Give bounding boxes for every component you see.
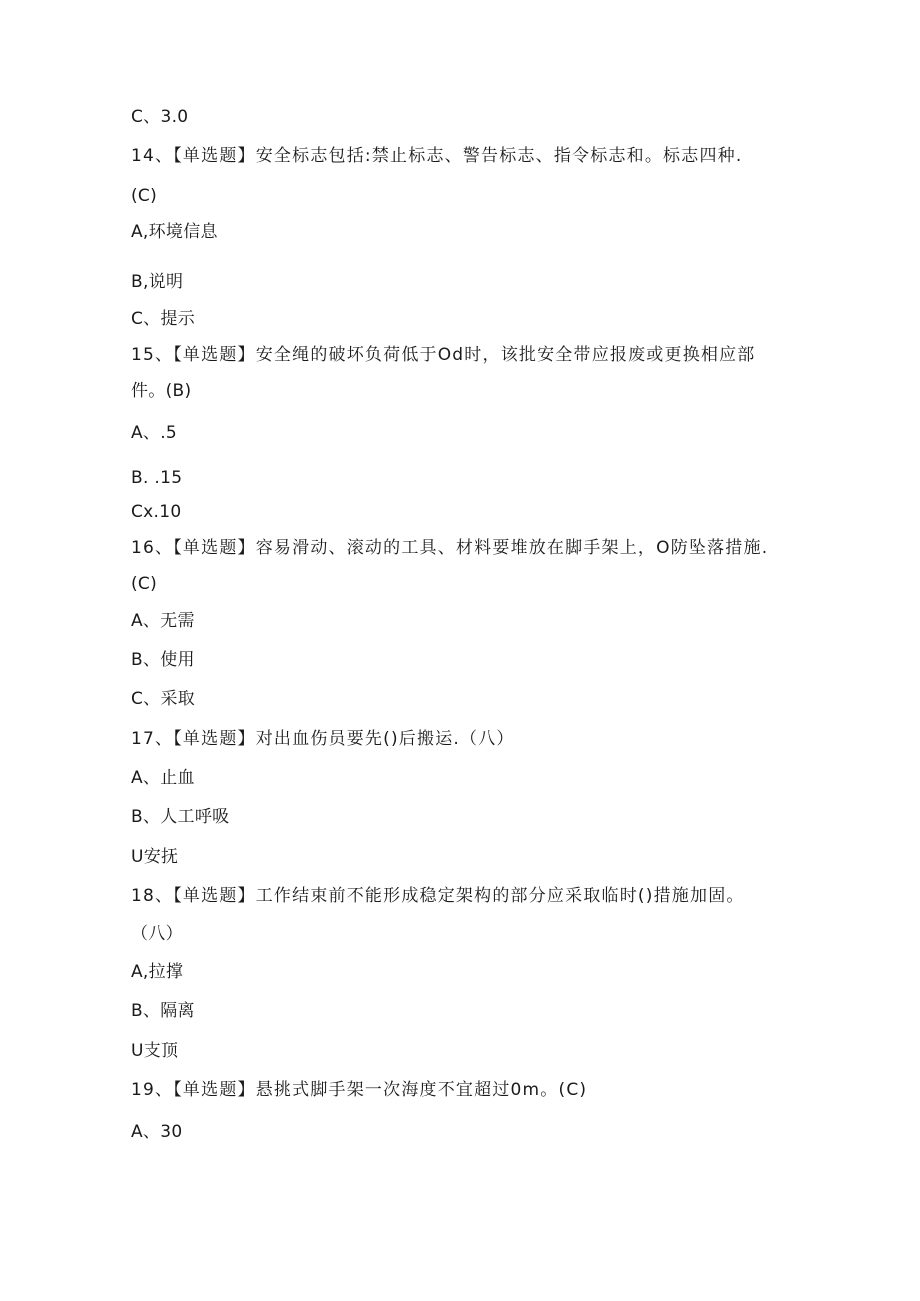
option-b-q16: B、使用 — [131, 650, 195, 670]
option-b-q15: B. .15 — [131, 468, 183, 488]
option-b-q18: B、隔离 — [131, 1001, 195, 1021]
option-a-q16: A、无需 — [131, 611, 195, 631]
option-b-q17: B、人工呼吸 — [131, 807, 230, 827]
option-a-q17: A、止血 — [131, 768, 195, 788]
option-a-q14: A,环境信息 — [131, 222, 218, 242]
question-14: 14、【单选题】安全标志包括:禁止标志、警告标志、指令标志和。标志四种. — [131, 146, 743, 166]
answer-q14: (C) — [131, 186, 158, 206]
question-15-continued: 件。(B) — [131, 381, 192, 401]
option-c-q13: C、3.0 — [131, 107, 189, 127]
option-c-q18: U支顶 — [131, 1041, 179, 1061]
question-17: 17、【单选题】对出血伤员要先()后搬运.（八） — [131, 729, 515, 749]
answer-q16: (C) — [131, 574, 158, 594]
answer-q18: （八） — [131, 924, 183, 944]
option-c-q15: Cx.10 — [131, 502, 182, 522]
question-15: 15、【单选题】安全绳的破坏负荷低于Od时，该批安全带应报废或更换相应部 — [131, 345, 756, 365]
option-b-q14: B,说明 — [131, 272, 184, 292]
option-a-q18: A,拉撑 — [131, 962, 184, 982]
option-c-q17: U安抚 — [131, 847, 179, 867]
option-a-q15: A、.5 — [131, 423, 178, 443]
question-19: 19、【单选题】悬挑式脚手架一次海度不宜超过0m。(C) — [131, 1080, 588, 1100]
question-16: 16、【单选题】容易滑动、滚动的工具、材料要堆放在脚手架上，O防坠落措施. — [131, 538, 769, 558]
question-18: 18、【单选题】工作结束前不能形成稳定架构的部分应采取临时()措施加固。 — [131, 886, 745, 906]
option-c-q14: C、提示 — [131, 309, 196, 329]
option-a-q19: A、30 — [131, 1122, 183, 1142]
option-c-q16: C、采取 — [131, 689, 196, 709]
